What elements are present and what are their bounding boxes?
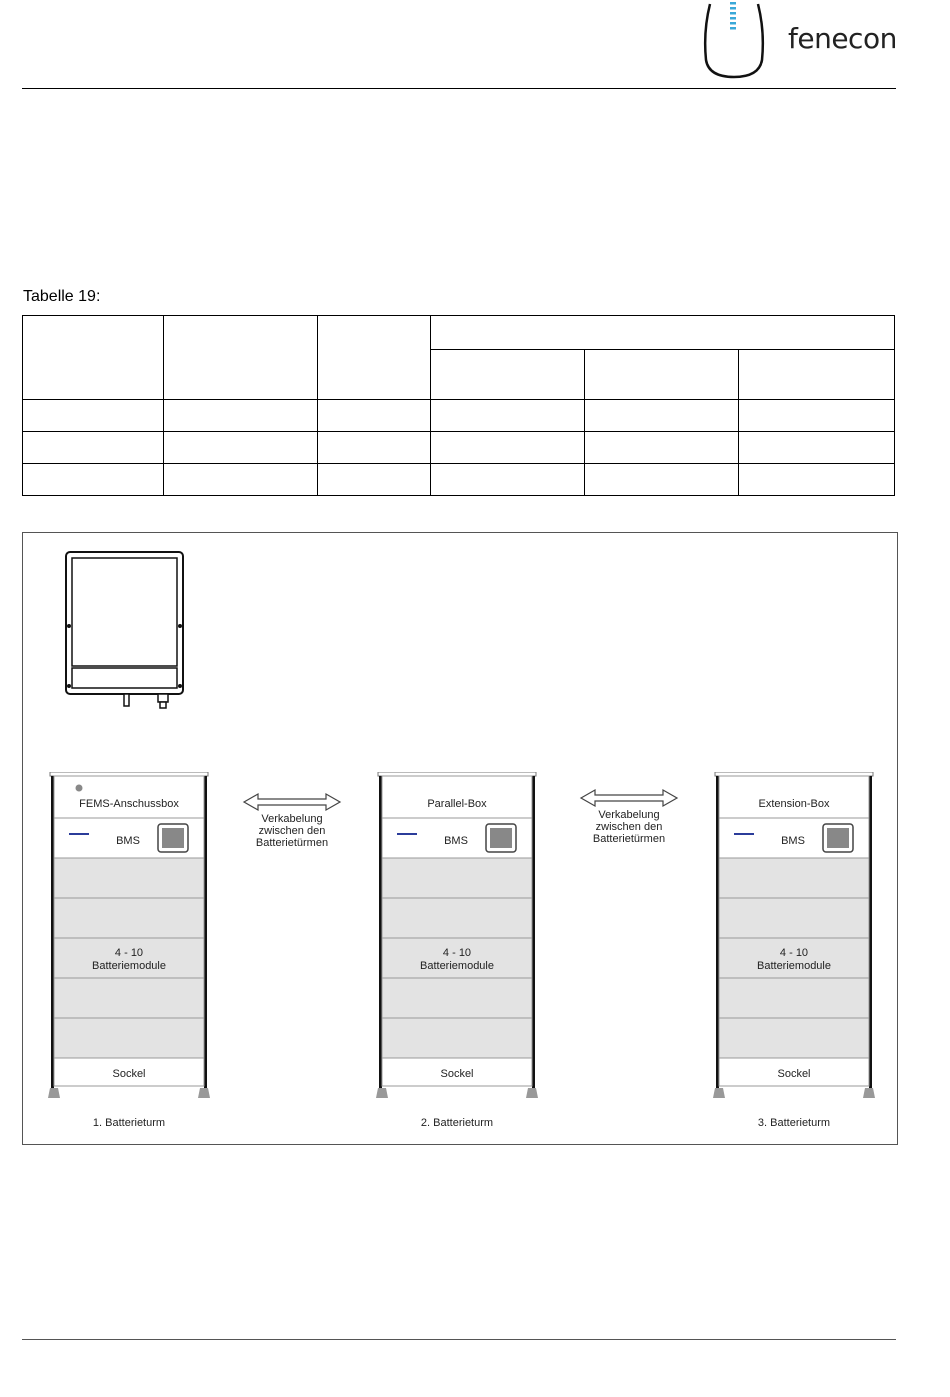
bms-label: BMS — [781, 835, 805, 847]
table-cell — [739, 432, 895, 464]
box-label: Extension-Box — [758, 798, 830, 810]
header — [0, 0, 950, 90]
table-cell — [431, 464, 585, 496]
base-label: Sockel — [112, 1068, 146, 1080]
table-cell — [164, 464, 318, 496]
table-cell — [585, 400, 739, 432]
table-cell — [164, 400, 318, 432]
data-table — [22, 315, 895, 496]
inverter-icon — [62, 548, 188, 710]
double-arrow-icon — [579, 788, 679, 808]
header-divider — [22, 88, 896, 89]
table-row — [23, 400, 895, 432]
modules-label-line1: 4 - 10 — [114, 947, 144, 959]
battery-tower-3 — [713, 772, 875, 1102]
table-header-cell — [164, 316, 318, 400]
table-row — [23, 432, 895, 464]
table-header-cell — [23, 316, 164, 400]
table-cell — [585, 432, 739, 464]
table-cell — [739, 464, 895, 496]
table-cell — [585, 464, 739, 496]
table-cell — [318, 400, 431, 432]
footer-divider — [22, 1339, 896, 1340]
tower-label-1: 1. Batterieturm — [92, 1117, 166, 1129]
base-label: Sockel — [440, 1068, 474, 1080]
battery-tower-1 — [48, 772, 210, 1102]
modules-label-line2: Batteriemodule — [92, 960, 166, 972]
cabling-label-1-line1: Verkabelung — [261, 813, 323, 825]
table-header-cell — [318, 316, 431, 400]
cabling-label-2-line3: Batterietürmen — [592, 833, 666, 845]
table-cell — [23, 464, 164, 496]
table-subheader-cell — [431, 350, 585, 400]
modules-label-line2: Batteriemodule — [757, 960, 831, 972]
table-row — [23, 464, 895, 496]
table-cell — [431, 432, 585, 464]
bms-label: BMS — [444, 835, 468, 847]
table-cell — [23, 432, 164, 464]
fenecon-logo-icon — [700, 0, 770, 80]
table-header-row — [23, 316, 895, 350]
brand-name: fenecon — [788, 22, 897, 55]
table-cell — [431, 400, 585, 432]
tower-frame — [713, 772, 875, 1102]
box-label: FEMS-Anschussbox — [79, 798, 179, 810]
cabling-label-2-line1: Verkabelung — [598, 809, 660, 821]
cabling-label-1-line2: zwischen den — [258, 825, 326, 837]
table-cell — [23, 400, 164, 432]
table-subheader-cell — [739, 350, 895, 400]
table-cell — [164, 432, 318, 464]
modules-label-line2: Batteriemodule — [420, 960, 494, 972]
battery-tower-2 — [376, 772, 538, 1102]
tower-frame — [376, 772, 538, 1102]
cabling-label-1-line3: Batterietürmen — [255, 837, 329, 849]
double-arrow-icon — [242, 792, 342, 812]
cabling-label-2-line2: zwischen den — [595, 821, 663, 833]
table-cell — [739, 400, 895, 432]
tower-label-2: 2. Batterieturm — [420, 1117, 494, 1129]
modules-label-line1: 4 - 10 — [442, 947, 472, 959]
bms-label: BMS — [116, 835, 140, 847]
box-label: Parallel-Box — [427, 798, 487, 810]
base-label: Sockel — [777, 1068, 811, 1080]
table-caption: Tabelle 19: — [23, 288, 101, 305]
table-cell — [318, 464, 431, 496]
modules-label-line1: 4 - 10 — [779, 947, 809, 959]
table-subheader-cell — [585, 350, 739, 400]
tower-label-3: 3. Batterieturm — [757, 1117, 831, 1129]
table-header-group-cell — [431, 316, 895, 350]
table-cell — [318, 432, 431, 464]
tower-frame — [48, 772, 210, 1102]
